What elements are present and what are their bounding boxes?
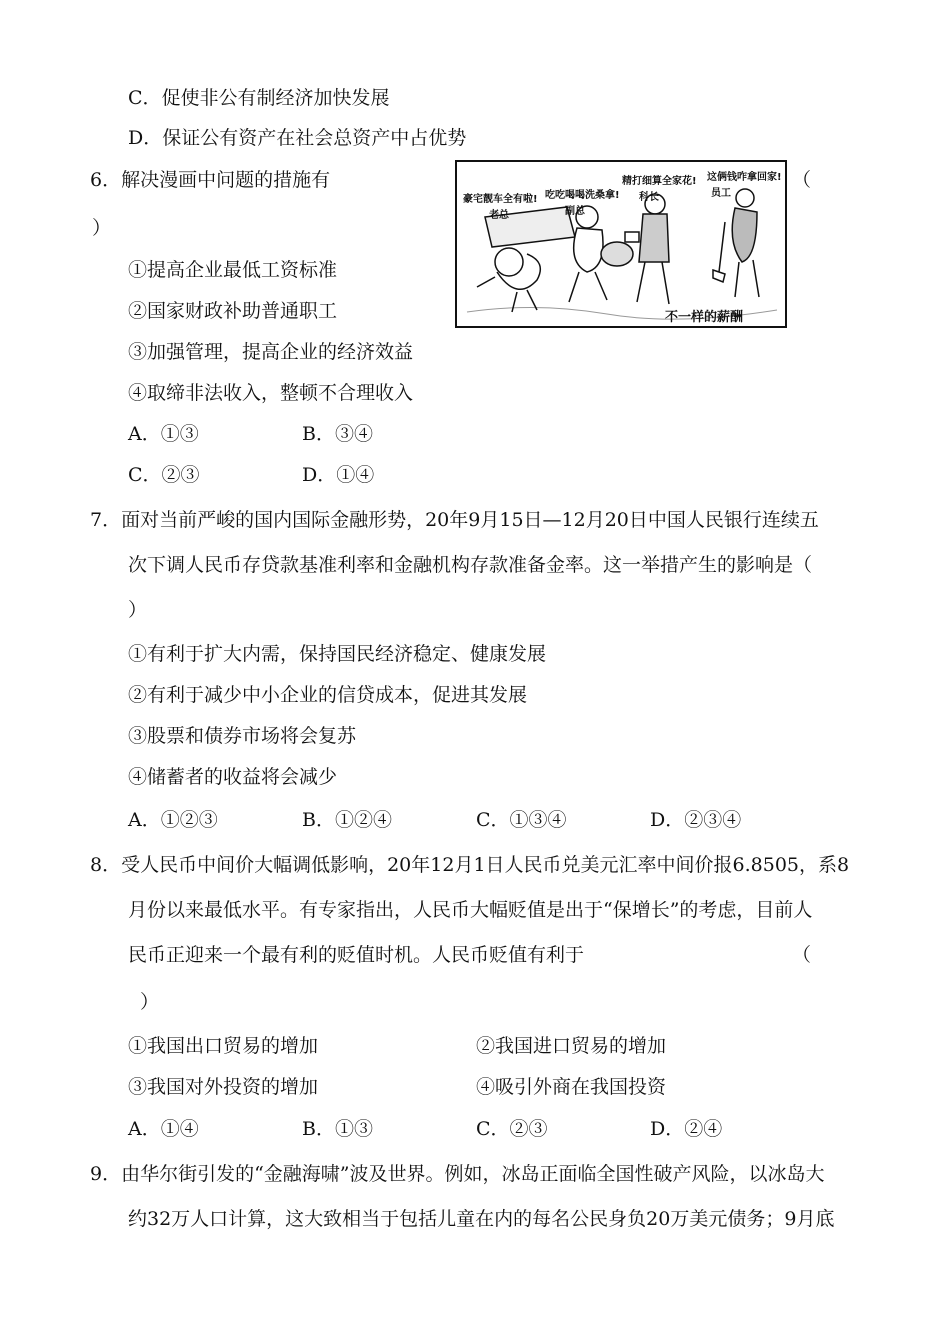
q7-choice-c: C．①③④ bbox=[476, 809, 567, 831]
q7-item-1: ①有利于扩大内需，保持国民经济稳定、健康发展 bbox=[128, 643, 547, 665]
role-boss: 老总 bbox=[489, 210, 509, 221]
role-chief: 科长 bbox=[639, 192, 659, 203]
speech-boss: 豪宅靓车全有啦! bbox=[463, 194, 538, 205]
q8-item-2: ②我国进口贸易的增加 bbox=[476, 1035, 667, 1057]
q6-item-1: ①提高企业最低工资标准 bbox=[128, 259, 338, 281]
speech-vice: 吃吃喝喝洗桑拿! bbox=[545, 190, 620, 201]
q7-stem-line1: 7．面对当前严峻的国内国际金融形势，20年9月15日—12月20日中国人民银行连续五 bbox=[90, 509, 819, 531]
q8-stem-line2: 月份以来最低水平。有专家指出，人民币大幅贬值是出于“保增长”的考虑，目前人 bbox=[128, 899, 813, 921]
q7-paren-close: ） bbox=[128, 599, 148, 621]
q8-item-4: ④吸引外商在我国投资 bbox=[476, 1076, 667, 1098]
q6-choice-d: D．①④ bbox=[302, 464, 375, 486]
q7-choice-d: D．②③④ bbox=[650, 809, 742, 831]
speech-chief: 精打细算全家花! bbox=[622, 176, 697, 187]
q6-item-4: ④取缔非法收入，整顿不合理收入 bbox=[128, 382, 414, 404]
q7-item-2: ②有利于减少中小企业的信贷成本，促进其发展 bbox=[128, 684, 528, 706]
q6-choice-a: A．①③ bbox=[128, 423, 199, 445]
q8-paren-open: （ bbox=[792, 944, 812, 966]
q7-item-3: ③股票和债券市场将会复苏 bbox=[128, 725, 357, 747]
q7-stem-line2: 次下调人民币存贷款基准利率和金融机构存款准备金率。这一举措产生的影响是（ bbox=[128, 554, 813, 576]
q6-paren-close: ） bbox=[92, 217, 112, 239]
q7-item-4: ④储蓄者的收益将会减少 bbox=[128, 766, 338, 788]
q8-stem-line1: 8．受人民币中间价大幅调低影响，20年12月1日人民币兑美元汇率中间价报6.8505，系8 bbox=[90, 854, 850, 876]
q8-item-3: ③我国对外投资的增加 bbox=[128, 1076, 319, 1098]
speech-worker: 这俩钱咋拿回家! bbox=[707, 172, 782, 183]
q8-stem-line3: 民币正迎来一个最有利的贬值时机。人民币贬值有利于 bbox=[128, 944, 585, 966]
role-worker: 员工 bbox=[711, 188, 731, 199]
q8-item-1: ①我国出口贸易的增加 bbox=[128, 1035, 319, 1057]
role-vice: 副总 bbox=[565, 206, 585, 217]
q5-option-c: C．促使非公有制经济加快发展 bbox=[128, 87, 390, 109]
q7-choice-b: B．①②④ bbox=[302, 809, 392, 831]
q9-stem-line2: 约32万人口计算，这大致相当于包括儿童在内的每名公民身负20万美元债务；9月底 bbox=[128, 1208, 835, 1230]
q6-paren-open: （ bbox=[792, 169, 812, 191]
q8-paren-close: ） bbox=[140, 991, 160, 1013]
q9-stem-line1: 9．由华尔街引发的“金融海啸”波及世界。例如，冰岛正面临全国性破产风险，以冰岛大 bbox=[90, 1163, 825, 1185]
q6-choice-b: B．③④ bbox=[302, 423, 373, 445]
q6-item-2: ②国家财政补助普通职工 bbox=[128, 300, 338, 322]
q5-option-d: D．保证公有资产在社会总资产中占优势 bbox=[128, 127, 467, 149]
q6-choice-c: C．②③ bbox=[128, 464, 200, 486]
cartoon-title: 不一样的薪酬 bbox=[665, 310, 744, 325]
cartoon-figure bbox=[455, 160, 787, 328]
q8-choice-b: B．①③ bbox=[302, 1118, 373, 1140]
q8-choice-a: A．①④ bbox=[128, 1118, 199, 1140]
q8-choice-d: D．②④ bbox=[650, 1118, 723, 1140]
q7-choice-a: A．①②③ bbox=[128, 809, 218, 831]
q8-choice-c: C．②③ bbox=[476, 1118, 548, 1140]
q6-item-3: ③加强管理，提高企业的经济效益 bbox=[128, 341, 414, 363]
q6-stem: 6．解决漫画中问题的措施有 bbox=[90, 169, 331, 191]
